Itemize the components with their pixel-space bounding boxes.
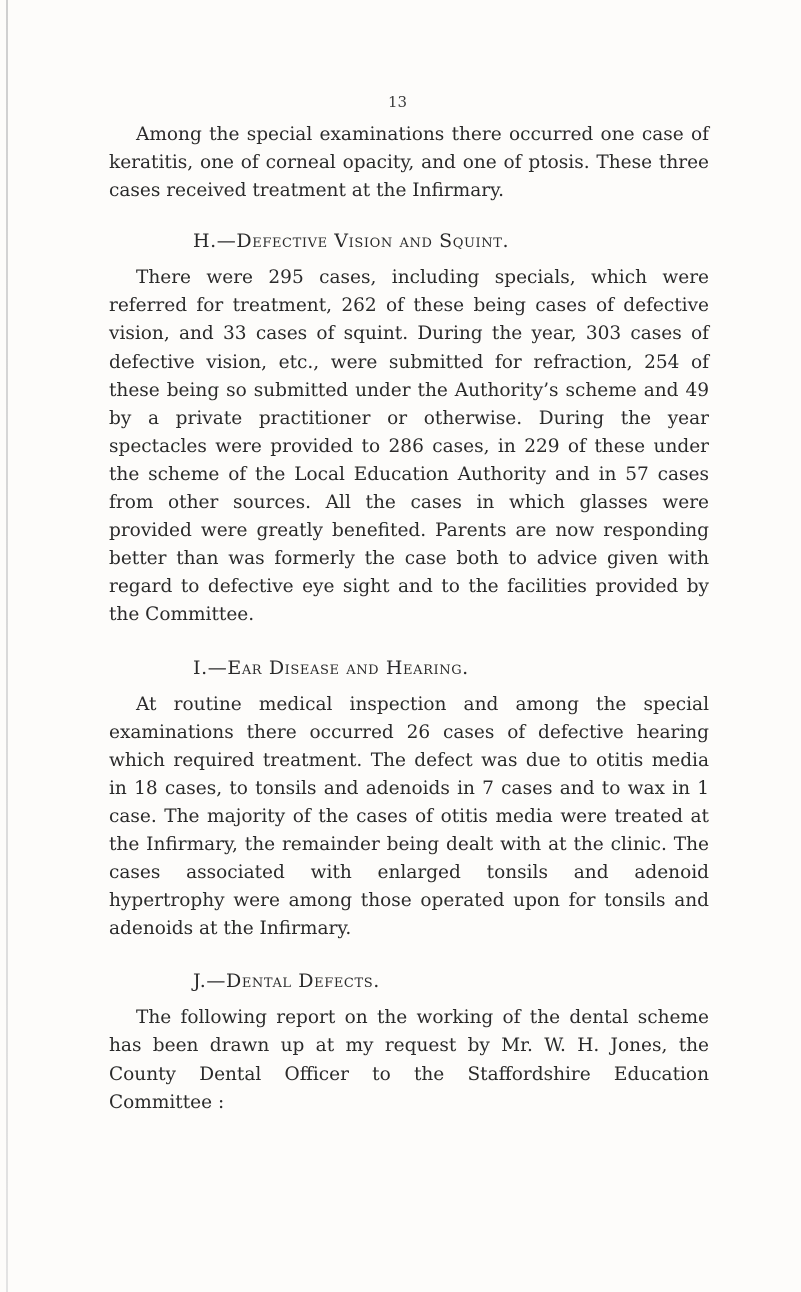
paragraph-defective-vision: There were 295 cases, including specials, which were referred for treatment, 262 of these being cases of defective vision, and 33 cases of squint. During the year, 303 cases of defective vision, etc., were submitted for refraction, 254 of these being so submitted under the Authority’s scheme and 49 by a private practitioner or otherwise. During the year spectacles were provided to 286 cases, in 229 of these under the scheme of the Local Education Authority and in 57 cases from other sources. All the cases in which glasses were provided were greatly benefited. Parents are now responding better than was formerly the case both to advice given with regard to defective eye sight and to the facilities provided by the Committee. [109, 267, 709, 626]
page-edge [6, 0, 8, 1292]
paragraph-special-examinations: Among the special examinations there occurred one case of keratitis, one of corneal opacity, and one of ptosis. These three cases received treatment at the Infirmary. [109, 124, 709, 202]
page-body [109, 121, 709, 1117]
section-heading-defective-vision: H.—Defective Vision and Squint. [193, 230, 510, 253]
page-number: 13 [388, 93, 408, 111]
section-heading-dental-defects: J.—Dental Defects. [193, 970, 380, 993]
paragraph-dental-defects: The following report on the working of the dental scheme has been drawn up at my request by Mr. W. H. Jones, the County Dental Officer to the Staffordshire Education Committee : [109, 1007, 709, 1113]
section-heading-ear-disease: I.—Ear Disease and Hearing. [193, 656, 469, 679]
paragraph-ear-disease: At routine medical inspection and among the special examinations there occurred 26 cases of defective hearing which required treatment. The defect was due to otitis media in 18 cases, to tonsils and adenoids in 7 cases and to wax in 1 case. The majority of the cases of otitis media were treated at the Infirmary, the remainder being dealt with at the clinic. The cases associated with enlarged tonsils and adenoid hypertrophy were among those operated upon for tonsils and adenoids at the Infirmary. [109, 693, 709, 940]
